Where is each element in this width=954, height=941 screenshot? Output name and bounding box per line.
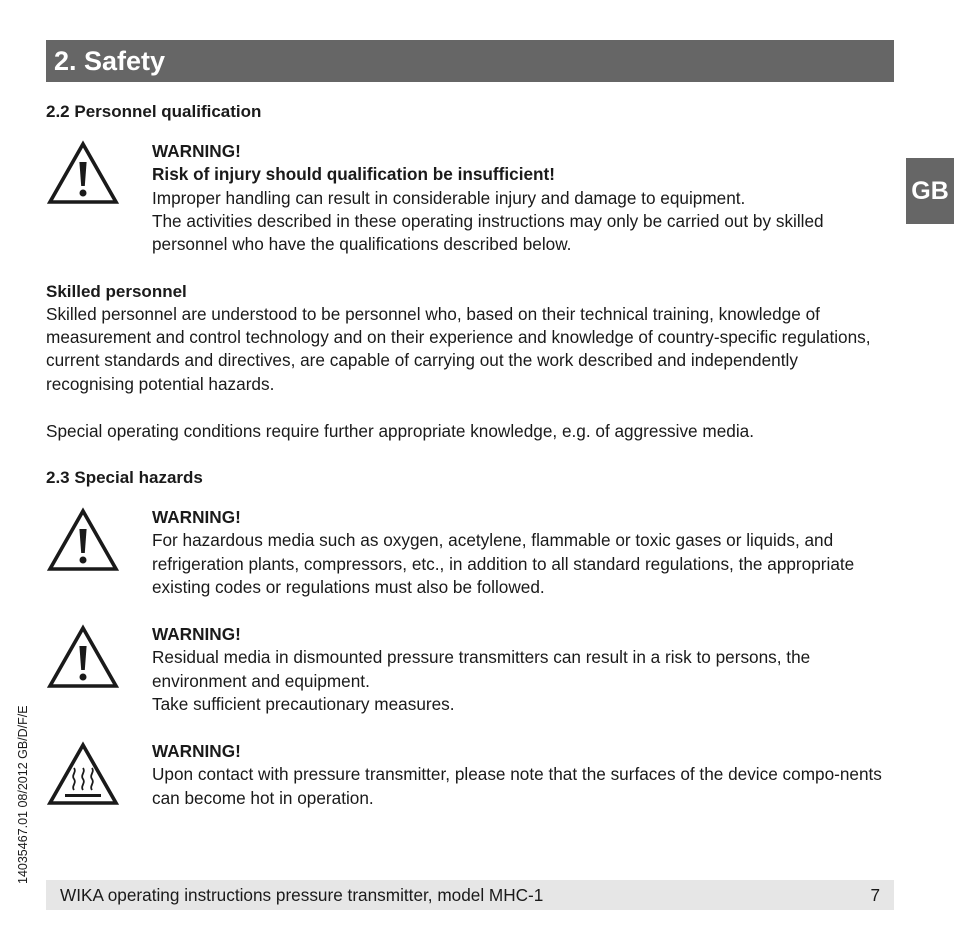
warning-block-hazardous-media <box>152 506 892 599</box>
warning-block-hot-surface <box>152 740 892 810</box>
special-conditions-paragraph: Special operating conditions require further appropriate knowledge, e.g. of aggressive media. <box>46 421 754 441</box>
warning-label: WARNING! <box>152 624 241 644</box>
heading-special-hazards: 2.3 Special hazards <box>46 468 203 487</box>
warning-text-line: Take sufficient precautionary measures. <box>152 693 455 714</box>
hot-surface-icon <box>46 741 120 807</box>
warning-label: WARNING! <box>152 141 241 161</box>
warning-block-residual-media <box>152 623 892 716</box>
warning-text-line: Upon contact with pressure transmitter, please note that the surfaces of the device compo-nents can become hot in operation. <box>152 764 882 808</box>
warning-triangle-icon <box>46 140 120 206</box>
language-tab: GB <box>906 158 954 224</box>
warning-bold-line: Risk of injury should qualification be insufficient! <box>152 164 555 185</box>
skilled-personnel-paragraph: Skilled personnel are understood to be personnel who, based on their technical training, knowledge of measurement and control technology and on their experience and knowledge of country-specific regulations, current standards and directives, are capable of carrying out the work described and independently recognising potential hazards. <box>46 304 871 394</box>
heading-skilled-personnel: Skilled personnel <box>46 282 187 301</box>
section-title: 2. Safety <box>54 46 166 76</box>
section-header-bar <box>46 40 894 82</box>
footer-text: WIKA operating instructions pressure transmitter, model MHC-1 <box>60 885 544 905</box>
warning-label: WARNING! <box>152 741 241 761</box>
footer-bar <box>46 880 894 910</box>
warning-block-qualification <box>152 140 892 256</box>
warning-label: WARNING! <box>152 507 241 527</box>
warning-text-line: For hazardous media such as oxygen, acetylene, flammable or toxic gases or liquids, and refrigeration plants, compressors, etc., in addition to all standard regulations, the appropriate existing codes or regulations must also be followed. <box>152 530 855 597</box>
document-code: 14035467.01 08/2012 GB/D/F/E <box>16 705 30 884</box>
heading-personnel-qualification: 2.2 Personnel qualification <box>46 102 262 121</box>
warning-triangle-icon <box>46 624 120 690</box>
warning-text-line: Residual media in dismounted pressure transmitters can result in a risk to persons, the environment and equipment. <box>152 647 811 691</box>
warning-triangle-icon <box>46 507 120 573</box>
warning-text-line: Improper handling can result in considerable injury and damage to equipment. <box>152 187 746 208</box>
page-number: 7 <box>870 885 880 905</box>
warning-text-line: The activities described in these operating instructions may only be carried out by skilled personnel who have the qualifications described below. <box>152 210 824 255</box>
